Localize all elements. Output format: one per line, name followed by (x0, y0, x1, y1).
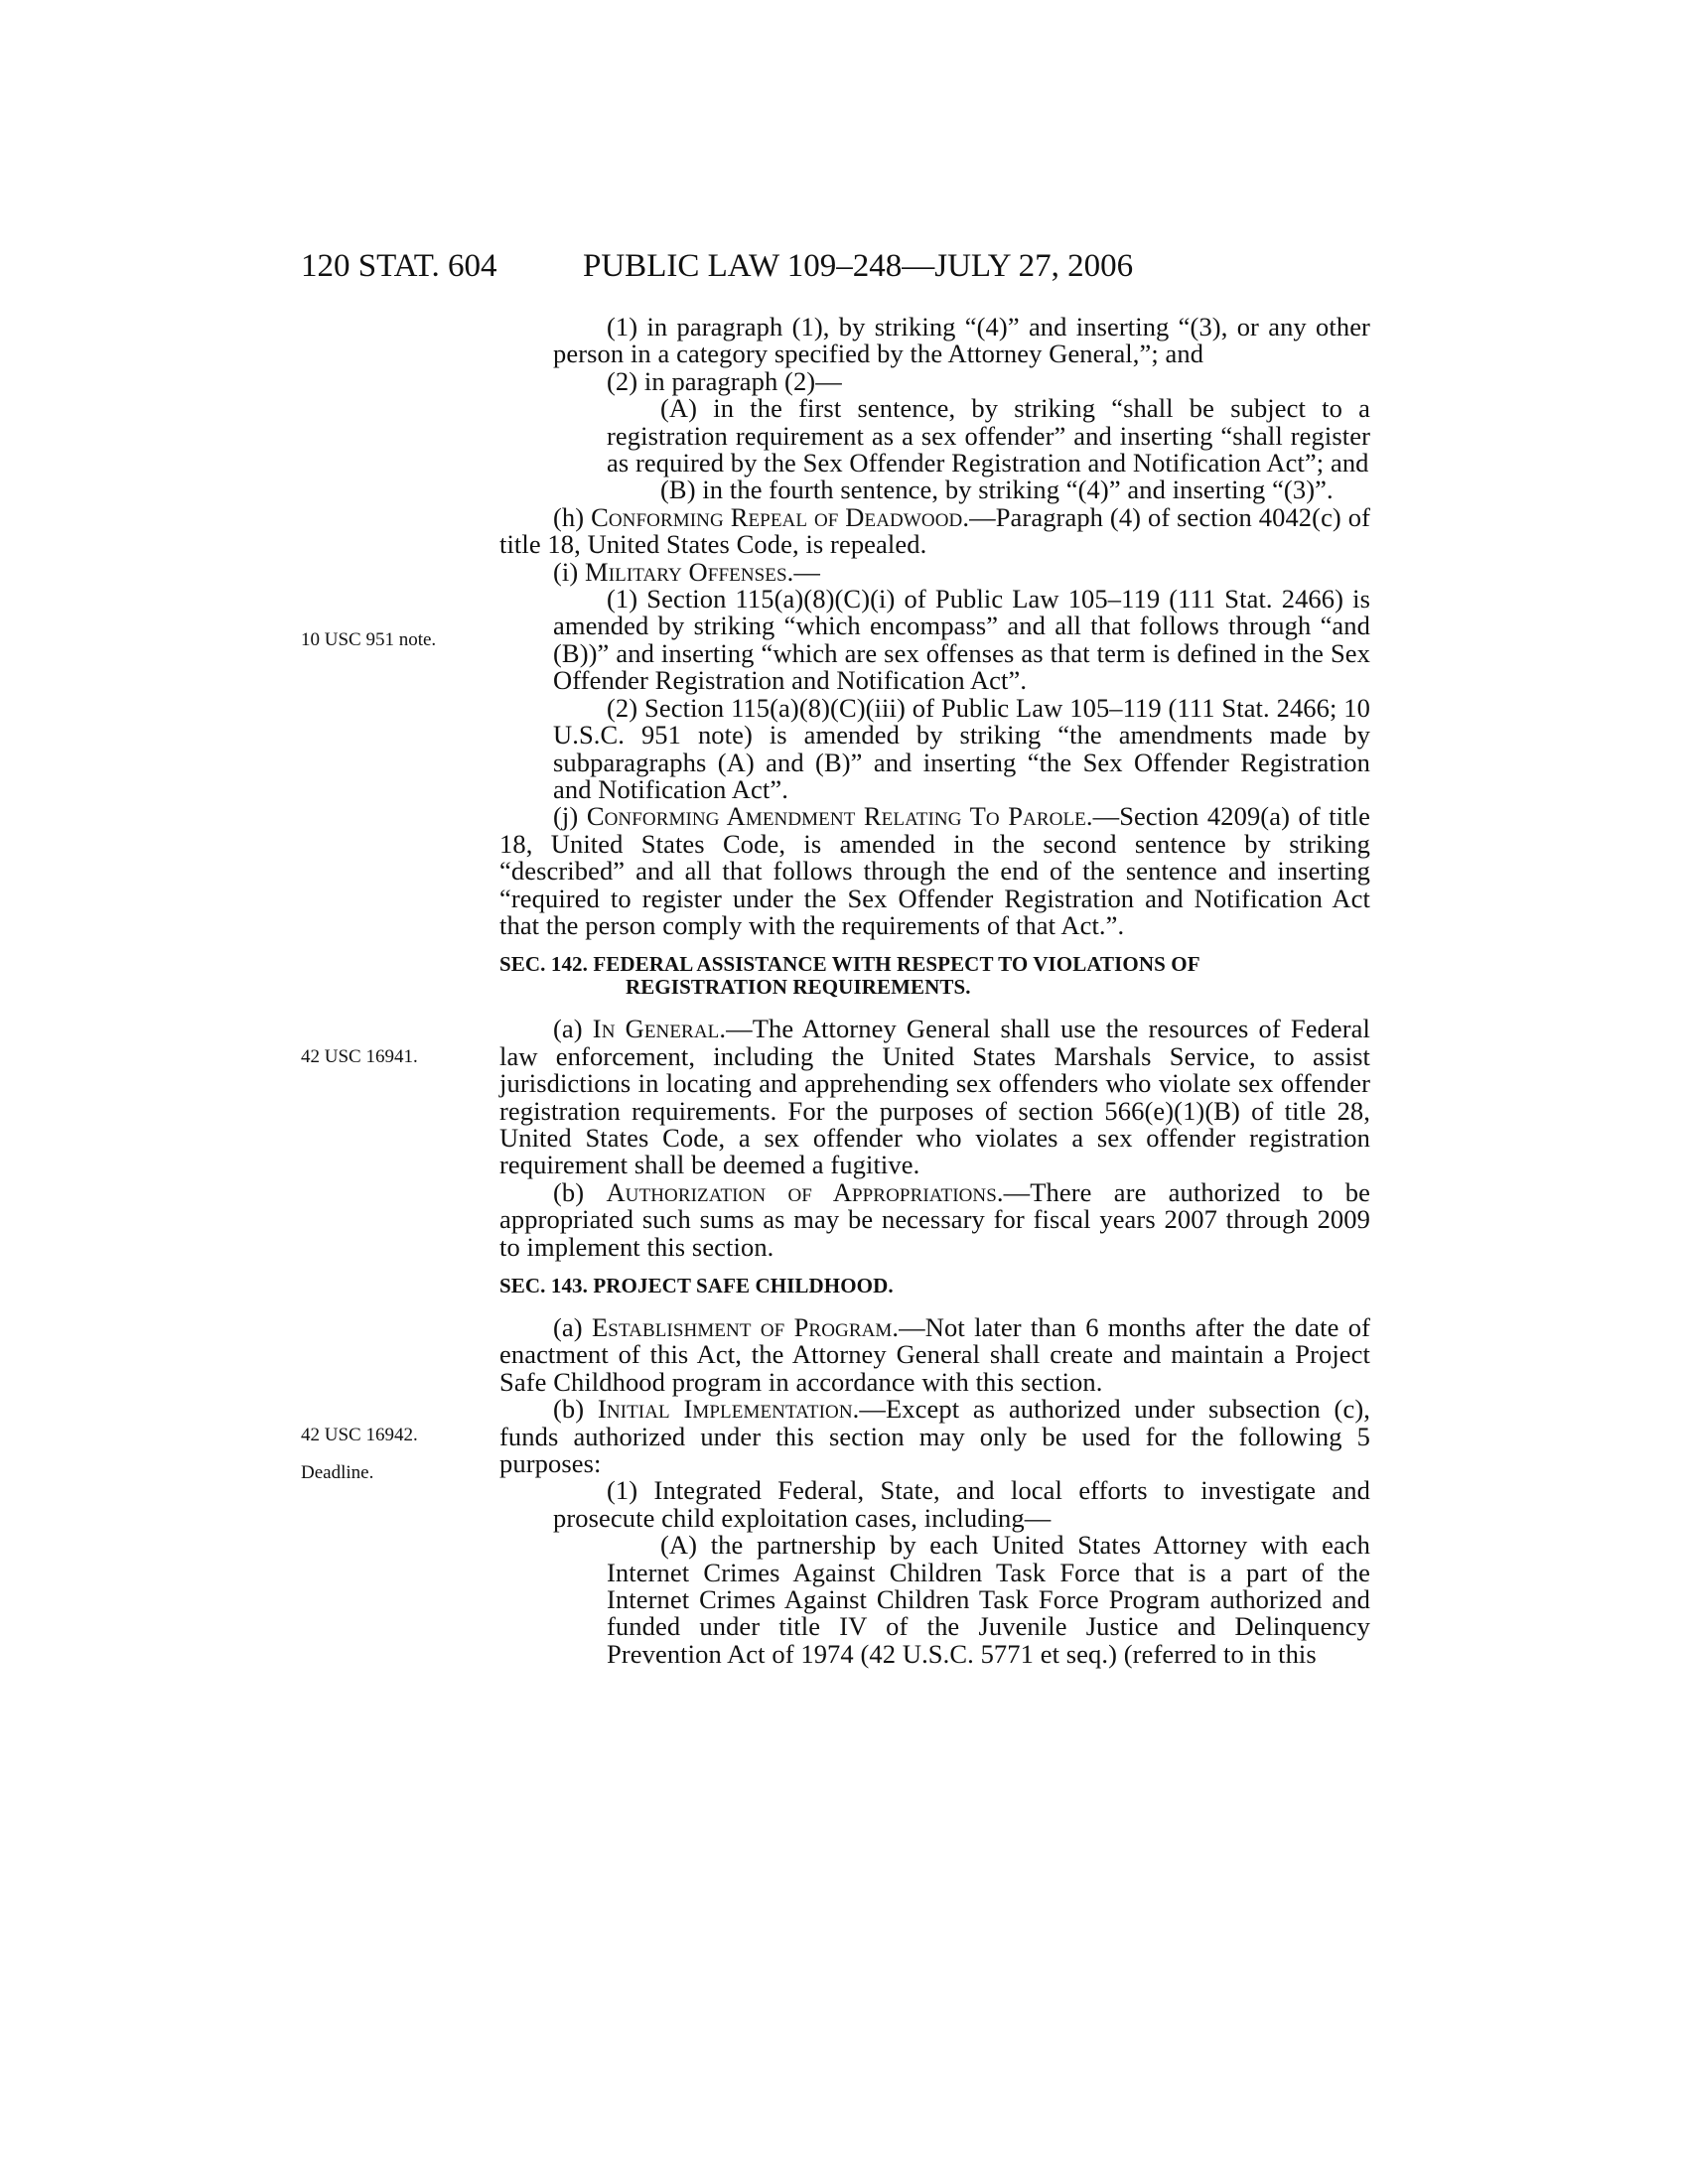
running-header: PUBLIC LAW 109–248—JULY 27, 2006 (583, 248, 1134, 284)
subsection-text: —Section 4209(a) of title 18, United States Code, is amended in the second sentence by striking “described” and all that follows through the end of the sentence and inserting “required to register under the Sex Offender Registration and Notification Act that the person comply with the requirements of that Act.”. (499, 801, 1370, 940)
subsection-heading: Conforming Repeal of Deadwood. (591, 501, 970, 532)
subsection-heading: Authorization of Appropriations. (606, 1176, 1004, 1207)
subparagraph: (A) in the first sentence, by striking “shall be subject to a registration requirement as a sex offender” and inserting “shall register as required by the Sex Offender Registration and Notification Act”; and (607, 393, 1370, 478)
subsection-heading: Conforming Amendment Relating To Parole. (586, 801, 1093, 832)
section-142-heading (499, 953, 1370, 999)
subsection-i (499, 556, 1370, 587)
subsection-142-b (499, 1176, 1370, 1262)
subsection-label: (b) (553, 1176, 607, 1207)
paragraph: (2) in paragraph (2)— (607, 365, 842, 396)
subsection-text: —There are authorized to be appropriated such sums as may be necessary for fiscal years 2007 through 2009 to implement this section. (499, 1176, 1370, 1262)
subsection-heading: In General. (592, 1014, 727, 1044)
page-stat-number: 120 STAT. 604 (301, 248, 497, 284)
subsection-heading: Establishment of Program. (591, 1312, 900, 1342)
margin-note-10-usc-951: 10 USC 951 note. (301, 629, 437, 650)
paragraph: (1) Section 115(a)(8)(C)(i) of Public Law 105–119 (111 Stat. 2466) is amended by striking “which encompass” and all that follows through “and (B))” and inserting “which are sex offenses as that term is defined in the Sex Offender Registration and Notification Act”. (553, 584, 1370, 696)
subsection-label: (i) (553, 556, 586, 587)
subsection-143-b (499, 1396, 1370, 1477)
section-143-heading: SEC. 143. PROJECT SAFE CHILDHOOD. (499, 1274, 894, 1297)
subsection-text: —Paragraph (4) of section 4042(c) of title 18, United States Code, is repealed. (499, 501, 1370, 560)
section-heading-line: REGISTRATION REQUIREMENTS. (626, 975, 971, 1000)
margin-note-deadline: Deadline. (301, 1462, 374, 1483)
subsection-text: —Except as authorized under subsection (c), funds authorized under this section may only be used for the following 5 purposes: (499, 1394, 1370, 1479)
paragraph: (1) Integrated Federal, State, and local efforts to investigate and prosecute child exploitation cases, including— (553, 1475, 1370, 1533)
subsection-text: —The Attorney General shall use the resources of Federal law enforcement, including the United States Marshals Service, to assist jurisdictions in locating and apprehending sex offenders who violate sex offender registration requirements. For the purposes of section 566(e)(1)(B) of title 28, United States Code, a sex offender who violates a sex offender registration requirement shall be deemed a fugitive. (499, 1014, 1371, 1180)
subsection-text: —Not later than 6 months after the date of enactment of this Act, the Attorney General shall create and maintain a Project Safe Childhood program in accordance with this section. (499, 1312, 1371, 1397)
subsection-heading: Initial Implementation. (597, 1394, 860, 1425)
subsection-text: — (793, 556, 821, 587)
subsection-label: (b) (553, 1394, 598, 1425)
body-text (499, 314, 1370, 1668)
paragraph: (2) Section 115(a)(8)(C)(iii) of Public Law 105–119 (111 Stat. 2466; 10 U.S.C. 951 note) is amended by striking “the amendments made by subparagraphs (A) and (B)” and inserting “the Sex Offender Registration and Notification Act”. (553, 692, 1370, 804)
section-heading-line: SEC. 142. FEDERAL ASSISTANCE WITH RESPECT TO VIOLATIONS OF (499, 952, 1200, 977)
margin-note-42-usc-16942: 42 USC 16942. (301, 1425, 418, 1445)
subsection-h (499, 501, 1370, 560)
subsection-label: (h) (553, 501, 592, 532)
subsection-heading: Military Offenses. (585, 556, 794, 587)
paragraph: (1) in paragraph (1), by striking “(4)” and inserting “(3), or any other person in a category specified by the Attorney General,”; and (553, 312, 1370, 369)
subparagraph: (A) the partnership by each United States Attorney with each Internet Crimes Against Children Task Force that is a part of the Internet Crimes Against Children Task Force Program authorized and funded under title IV of the Juvenile Justice and Delinquency Prevention Act of 1974 (42 U.S.C. 5771 et seq.) (referred to in this (607, 1530, 1370, 1669)
margin-note-42-usc-16941: 42 USC 16941. (301, 1046, 418, 1067)
subsection-143-a (499, 1314, 1370, 1396)
subsection-142-a (499, 1016, 1370, 1178)
subsection-label: (a) (553, 1312, 592, 1342)
subsection-label: (j) (553, 801, 587, 832)
subsection-label: (a) (553, 1014, 593, 1044)
subsection-j (499, 803, 1370, 939)
subparagraph: (B) in the fourth sentence, by striking “(4)” and inserting “(3)”. (660, 475, 1334, 505)
